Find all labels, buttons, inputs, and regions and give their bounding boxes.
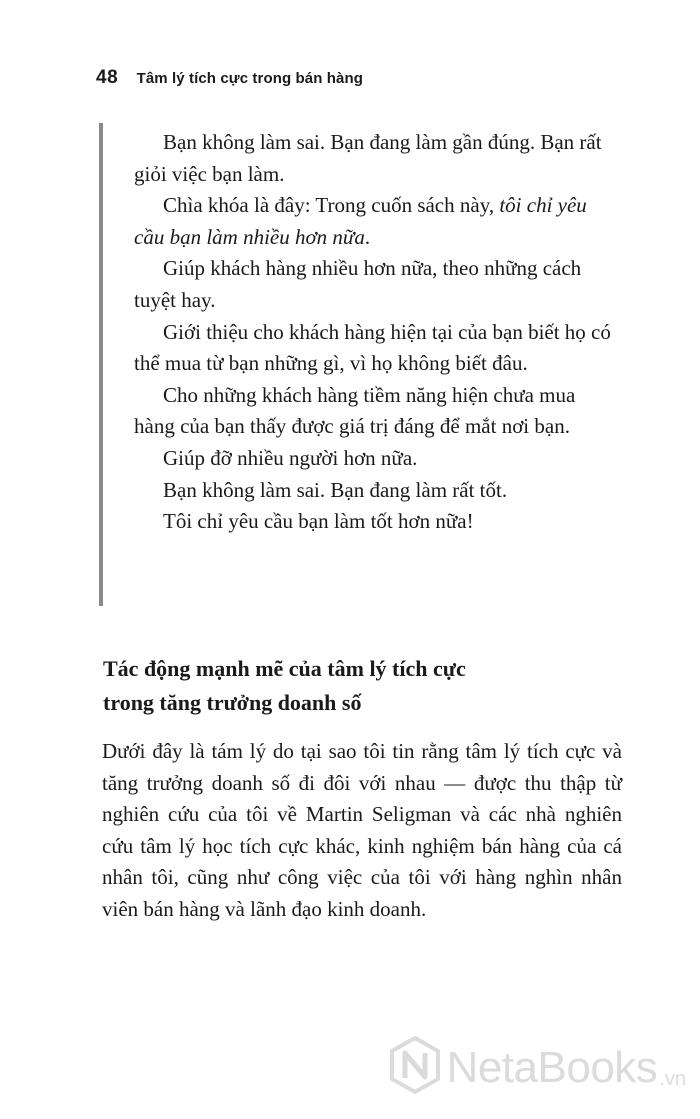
page-number: 48 (96, 67, 119, 88)
quote-paragraph: Cho những khách hàng tiềm năng hiện chưa mua hàng của bạn thấy được giá trị đáng để mắt nơi bạn. (134, 382, 576, 439)
quote-paragraph: Tôi chỉ yêu cầu bạn làm tốt hơn nữa! (163, 509, 474, 534)
quote-paragraph: Bạn không làm sai. Bạn đang làm rất tốt. (163, 477, 508, 502)
section-heading-line: trong tăng trưởng doanh số (103, 690, 362, 715)
watermark (389, 1036, 686, 1099)
quote-paragraph-key (134, 190, 614, 253)
quote-key-emphasis: tôi chỉ yêu cầu bạn làm nhiều hơn nữa (134, 193, 587, 249)
quote-paragraph: Giúp đỡ nhiều người hơn nữa. (163, 445, 418, 470)
netabooks-logo-icon (389, 1036, 441, 1099)
watermark-suffix: .vn (659, 1068, 686, 1090)
watermark-brand: NetaBooks (446, 1042, 658, 1092)
quote-paragraph: Bạn không làm sai. Bạn đang làm gần đúng. Bạn rất giỏi việc bạn làm. (134, 130, 602, 186)
section-heading (103, 652, 623, 720)
quote-paragraph: Giới thiệu cho khách hàng hiện tại của bạn biết họ có thể mua từ bạn những gì, vì họ không biết đâu. (134, 319, 611, 376)
section-heading-line: Tác động mạnh mẽ của tâm lý tích cực (103, 656, 466, 681)
section-body-paragraph: Dưới đây là tám lý do tại sao tôi tin rằng tâm lý tích cực và tăng trưởng doanh số đi đôi với nhau — được thu thập từ nghiên cứu của tôi về Martin Seligman và các nhà nghiên cứu tâm lý học tích cực khác, kinh nghiệm bán hàng của cá nhân tôi, cũng như công việc của tôi với hàng nghìn nhân viên bán hàng và lãnh đạo kinh doanh. (102, 739, 622, 921)
quote-text (134, 127, 614, 538)
running-title: Tâm lý tích cực trong bán hàng (136, 70, 363, 87)
quote-block (99, 123, 623, 606)
quote-key-suffix: . (364, 224, 371, 249)
quote-paragraph: Giúp khách hàng nhiều hơn nữa, theo những cách tuyệt hay. (134, 256, 582, 312)
quote-key-prefix: Chìa khóa là đây: Trong cuốn sách này, (163, 193, 500, 218)
page-header (96, 64, 363, 93)
